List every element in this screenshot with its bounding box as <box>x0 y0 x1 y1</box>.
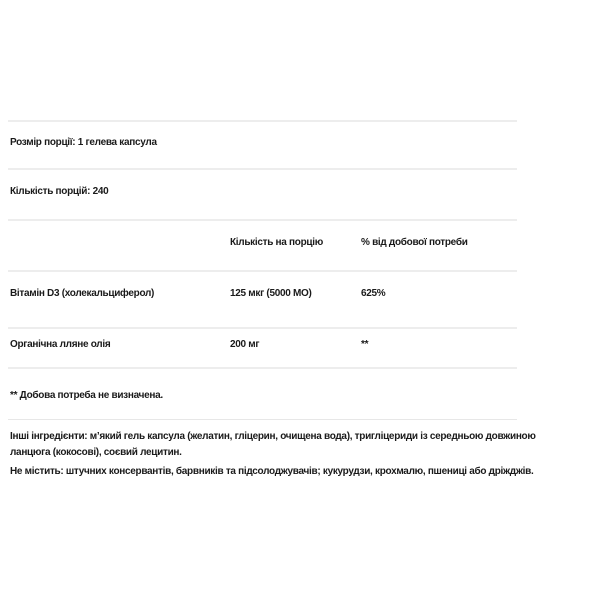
daily-value-column-header: % від добової потреби <box>361 237 468 248</box>
table-row <box>8 288 556 300</box>
divider <box>8 270 517 272</box>
table-row <box>8 339 556 351</box>
ingredient-name: Вітамін D3 (холекальциферол) <box>10 288 155 299</box>
divider <box>8 327 517 329</box>
ingredient-daily-value: ** <box>361 339 369 350</box>
ingredient-amount: 125 мкг (5000 МО) <box>230 288 312 299</box>
divider <box>8 219 517 221</box>
ingredient-name: Органічна лляне олія <box>10 339 111 350</box>
footnote-text: ** Добова потреба не визначена. <box>10 390 163 401</box>
ingredient-amount: 200 мг <box>230 339 260 350</box>
serving-size-text: Розмір порції: 1 гелева капсула <box>10 137 157 148</box>
table-header-row <box>8 237 556 249</box>
divider <box>8 367 517 369</box>
supplement-facts-panel <box>8 0 556 600</box>
divider <box>8 168 517 170</box>
ingredient-daily-value: 625% <box>361 288 386 299</box>
divider <box>8 120 517 122</box>
servings-count-text: Кількість порцій: 240 <box>10 186 109 197</box>
amount-column-header: Кількість на порцію <box>230 237 323 248</box>
free-of-text: Не містить: штучних консервантів, барвників та підсолоджувачів; кукурудзи, крохмалю, пшениці або дріжджів. <box>10 466 534 477</box>
other-ingredients-text: Інші інгредієнти: м’який гель капсула (желатин, гліцерин, очищена вода), тригліцериди із середньою довжиною ланцюга (кокосові), соєвий лецитин. <box>10 431 536 458</box>
divider <box>8 419 517 420</box>
